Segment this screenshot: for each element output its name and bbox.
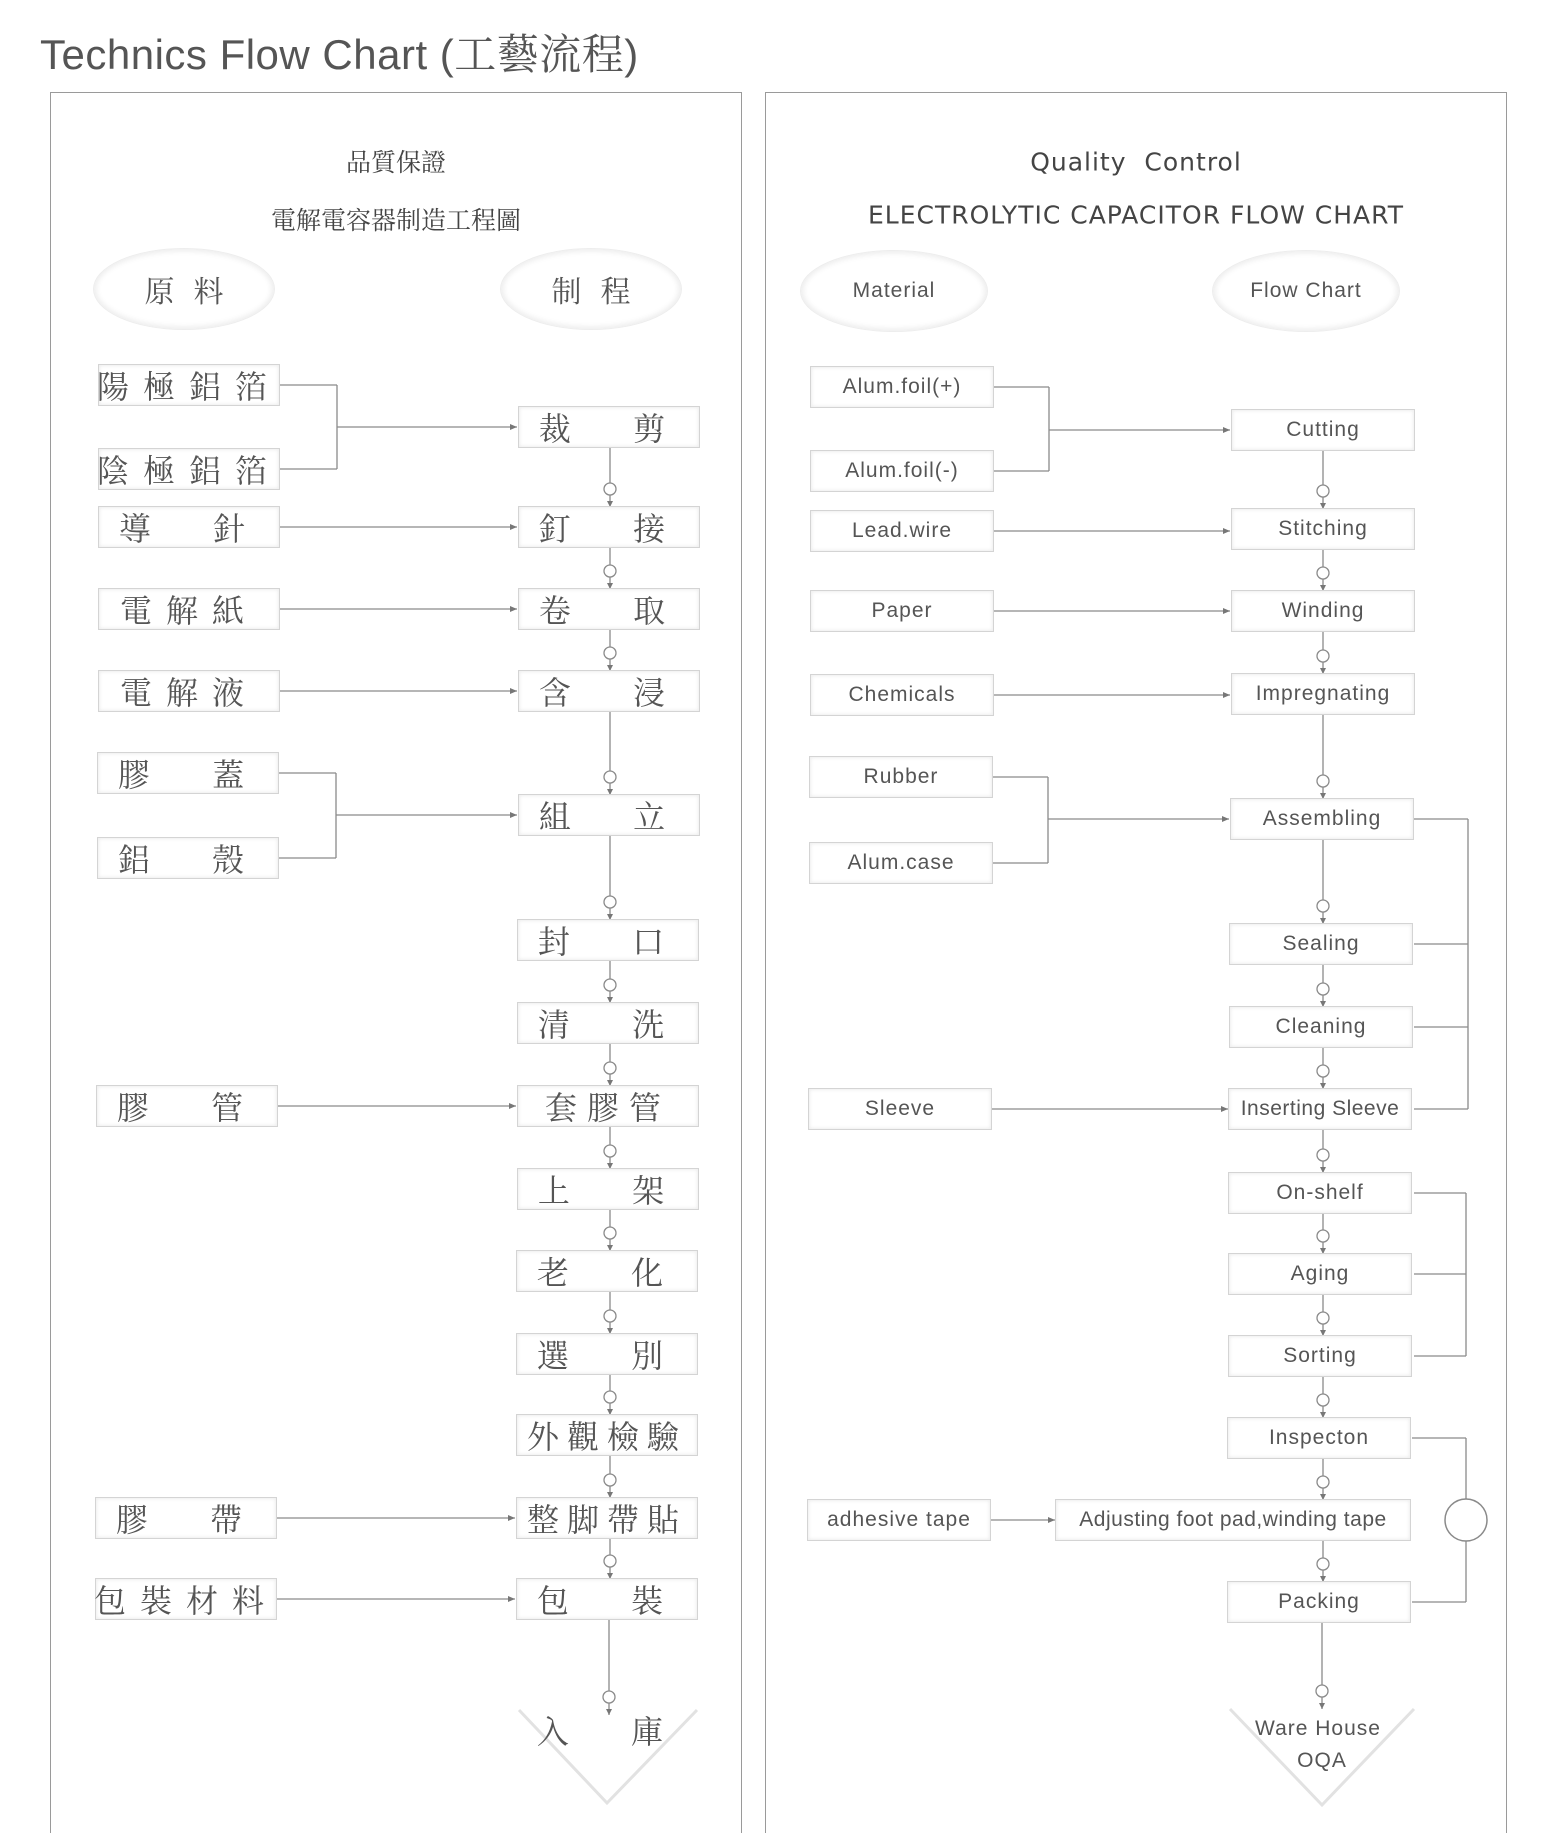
- left-step-label: 組 立: [538, 798, 680, 836]
- right-step-label: Winding: [1281, 599, 1365, 622]
- right-step-label: Sealing: [1282, 932, 1360, 955]
- right-material-label: Rubber: [863, 765, 939, 788]
- flow-node-circle: [604, 979, 616, 991]
- flow-node-circle: [604, 1474, 616, 1486]
- left-step-warehouse: [517, 1710, 697, 1750]
- arrow-head: [1223, 528, 1230, 534]
- flow-node-circle: [1316, 1685, 1328, 1697]
- left-step-box: [517, 919, 699, 961]
- right-step-box: [1227, 1417, 1411, 1459]
- left-step-box: [518, 794, 700, 836]
- right-material-box: [810, 366, 994, 408]
- arrow-head: [1223, 692, 1230, 698]
- qc-check-circle: [1445, 1499, 1487, 1541]
- left-title-quality-assurance: 品質保證: [345, 148, 447, 177]
- left-material-box: [98, 588, 280, 630]
- left-step-box: [518, 406, 700, 448]
- left-step-box: [518, 588, 700, 630]
- right-material-box: [807, 1499, 991, 1541]
- right-material-label: Alum.foil(+): [842, 375, 962, 398]
- left-header-material: [93, 248, 275, 330]
- right-step-label: On-shelf: [1276, 1181, 1364, 1204]
- arrow-head: [510, 812, 517, 818]
- left-step-label: 上 架: [537, 1172, 679, 1210]
- flow-node-circle: [1317, 485, 1329, 497]
- chinese-flow-chart-panel: [50, 92, 742, 1833]
- flow-node-circle: [604, 1145, 616, 1157]
- left-step-box: [517, 1168, 699, 1210]
- left-material-label: 電解液: [119, 674, 258, 712]
- left-header-material-label: 原 料: [144, 275, 224, 310]
- right-material-label: Paper: [871, 599, 933, 622]
- left-step-label: 套膠管: [544, 1089, 671, 1127]
- left-step-label: 釘 接: [538, 510, 680, 548]
- left-connector-lines: [51, 93, 741, 1833]
- flow-node-circle: [1317, 650, 1329, 662]
- flow-node-circle: [604, 1391, 616, 1403]
- left-material-box: [97, 752, 279, 794]
- left-step-label: 包 裝: [536, 1582, 678, 1620]
- flow-node-circle: [604, 647, 616, 659]
- right-step-box: [1228, 1253, 1412, 1295]
- left-step-label: 含 浸: [538, 674, 680, 712]
- arrow-head: [510, 524, 517, 530]
- left-step-box: [516, 1414, 698, 1456]
- page-title: Technics Flow Chart (工藝流程): [40, 31, 639, 78]
- english-flow-chart-panel: [765, 92, 1507, 1833]
- right-step-label: Cutting: [1286, 418, 1360, 441]
- right-step-box: [1055, 1499, 1411, 1541]
- left-step-label: 整脚帶貼: [526, 1501, 687, 1539]
- flow-node-circle: [604, 565, 616, 577]
- right-step-box: [1227, 1581, 1411, 1623]
- right-header-process-label: Flow Chart: [1250, 279, 1362, 302]
- left-step-label: 外觀檢驗: [526, 1418, 687, 1456]
- flow-node-circle: [1317, 1312, 1329, 1324]
- left-material-label: 陰極鋁箔: [97, 452, 282, 490]
- right-material-box: [809, 842, 993, 884]
- arrow-head: [1223, 608, 1230, 614]
- right-title-flow-chart: ELECTROLYTIC CAPACITOR FLOW CHART: [868, 200, 1404, 230]
- left-material-label: 陽極鋁箔: [97, 368, 282, 406]
- flow-node-circle: [1317, 775, 1329, 787]
- flow-node-circle: [604, 771, 616, 783]
- right-step-oqa: OQA: [1297, 1749, 1347, 1772]
- right-title-quality-control: Quality Control: [1030, 147, 1242, 177]
- left-step-label: 清 洗: [537, 1006, 679, 1044]
- arrow-head: [1048, 1517, 1055, 1523]
- left-step-box: [516, 1250, 698, 1292]
- left-header-process-label: 制 程: [551, 275, 631, 310]
- right-step-warehouse: Ware House: [1255, 1717, 1381, 1740]
- arrow-head: [1319, 1703, 1325, 1709]
- flow-node-circle: [1317, 1230, 1329, 1242]
- arrow-head: [510, 606, 517, 612]
- right-step-box: [1228, 1335, 1412, 1377]
- left-step-label: 老 化: [536, 1254, 678, 1292]
- right-header-process: [1212, 250, 1400, 332]
- right-step-label: Cleaning: [1275, 1015, 1367, 1038]
- flow-node-circle: [604, 1227, 616, 1239]
- right-step-box: [1231, 508, 1415, 550]
- flow-node-circle: [604, 1310, 616, 1322]
- right-step-label: Packing: [1278, 1590, 1360, 1613]
- right-step-box: [1231, 409, 1415, 451]
- right-header-material: [800, 250, 988, 332]
- flow-node-circle: [604, 1555, 616, 1567]
- flow-node-circle: [1317, 567, 1329, 579]
- flow-node-circle: [1317, 983, 1329, 995]
- left-material-label: 膠 帶: [115, 1501, 257, 1539]
- right-material-box: [808, 1088, 992, 1130]
- flow-node-circle: [603, 1691, 615, 1703]
- right-material-box: [810, 674, 994, 716]
- flow-node-circle: [1317, 1476, 1329, 1488]
- flow-node-circle: [1317, 1149, 1329, 1161]
- left-material-box: [98, 448, 280, 490]
- right-material-box: [810, 510, 994, 552]
- left-material-label: 膠 蓋: [117, 756, 259, 794]
- right-step-label: Inserting Sleeve: [1240, 1097, 1400, 1120]
- left-step-box: [517, 1085, 699, 1127]
- right-step-box: [1229, 1006, 1413, 1048]
- flow-node-circle: [604, 896, 616, 908]
- left-material-label: 包裝材料: [94, 1582, 279, 1620]
- left-material-label: 導 針: [118, 510, 260, 548]
- arrow-head: [510, 688, 517, 694]
- arrow-head: [1222, 816, 1229, 822]
- arrow-head: [508, 1515, 515, 1521]
- left-material-box: [97, 837, 279, 879]
- right-step-label: Inspecton: [1268, 1426, 1370, 1449]
- arrow-head: [509, 1103, 516, 1109]
- right-step-box: [1228, 1172, 1412, 1214]
- left-material-box: [95, 1578, 277, 1620]
- left-step-label: 卷 取: [538, 592, 680, 630]
- arrow-head: [1221, 1106, 1228, 1112]
- left-step-box: [516, 1497, 698, 1539]
- right-step-label: Adjusting foot pad,winding tape: [1079, 1508, 1387, 1531]
- arrow-head: [1223, 427, 1230, 433]
- right-material-box: [810, 450, 994, 492]
- left-title-process-chart: 電解電容器制造工程圖: [270, 206, 522, 235]
- flow-node-circle: [604, 1062, 616, 1074]
- flow-node-circle: [1317, 1558, 1329, 1570]
- left-step-box: [518, 506, 700, 548]
- right-step-label: Impregnating: [1255, 682, 1391, 705]
- left-step-label: 封 口: [537, 923, 679, 961]
- right-material-label: adhesive tape: [827, 1508, 971, 1531]
- left-step-box: [516, 1578, 698, 1620]
- left-step-label: 選 別: [536, 1337, 678, 1375]
- left-material-box: [98, 506, 280, 548]
- right-header-material-label: Material: [852, 279, 936, 302]
- flow-node-circle: [1317, 1065, 1329, 1077]
- right-material-box: [810, 590, 994, 632]
- arrow-head: [510, 424, 517, 430]
- arrow-head: [508, 1596, 515, 1602]
- left-material-box: [98, 364, 280, 406]
- left-material-label: 電解紙: [119, 592, 258, 630]
- right-step-box: [1231, 673, 1415, 715]
- left-step-box: [517, 1002, 699, 1044]
- right-step-label: Assembling: [1262, 807, 1382, 830]
- right-material-label: Alum.foil(-): [845, 459, 959, 482]
- left-material-box: [98, 670, 280, 712]
- right-step-box: [1231, 590, 1415, 632]
- right-step-label: Sorting: [1283, 1344, 1357, 1367]
- left-header-process: [500, 248, 682, 330]
- flow-node-circle: [604, 483, 616, 495]
- right-step-box: [1228, 1088, 1412, 1130]
- left-material-box: [95, 1497, 277, 1539]
- left-step-label: 裁 剪: [538, 410, 680, 448]
- left-material-label: 鋁 殼: [117, 841, 259, 879]
- right-step-label: Aging: [1290, 1262, 1350, 1285]
- right-step-box: [1229, 923, 1413, 965]
- left-material-label: 膠 管: [116, 1089, 258, 1127]
- left-step-label: 入 庫: [536, 1713, 678, 1751]
- right-material-label: Lead.wire: [851, 519, 953, 542]
- right-step-box: [1230, 798, 1414, 840]
- left-step-box: [516, 1333, 698, 1375]
- right-material-label: Alum.case: [847, 851, 955, 874]
- flow-node-circle: [1317, 900, 1329, 912]
- right-material-label: Chemicals: [848, 683, 956, 706]
- flow-node-circle: [1317, 1394, 1329, 1406]
- right-material-label: Sleeve: [864, 1097, 936, 1120]
- right-step-label: Stitching: [1278, 517, 1368, 540]
- right-material-box: [809, 756, 993, 798]
- left-step-box: [518, 670, 700, 712]
- left-material-box: [96, 1085, 278, 1127]
